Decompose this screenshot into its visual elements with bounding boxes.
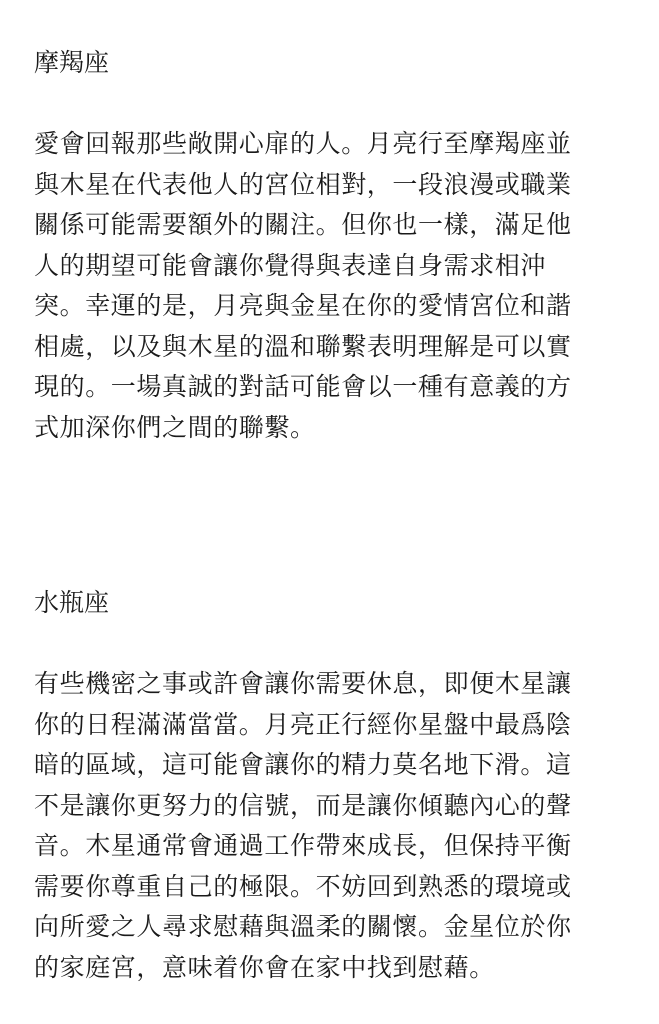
reading-line: 突。幸運的是，月亮與金星在你的愛情宮位和諧 xyxy=(34,291,572,320)
reading-line: 不是讓你更努力的信號，而是讓你傾聽內心的聲 xyxy=(34,790,572,820)
reading-line: 你的日程滿滿當當。月亮正行經你星盤中最爲陰 xyxy=(34,709,572,739)
reading-line: 與木星在代表他人的宮位相對，一段浪漫或職業 xyxy=(34,169,572,199)
sign-title-aquarius: 水瓶座 xyxy=(34,588,110,617)
reading-line: 向所愛之人尋求慰藉與溫柔的關懷。金星位於你 xyxy=(34,912,572,941)
reading-line: 音。木星通常會通過工作帶來成長，但保持平衡 xyxy=(34,831,572,860)
sign-title-capricorn: 摩羯座 xyxy=(34,48,110,77)
reading-line: 現的。一場真誠的對話可能會以一種有意義的方 xyxy=(34,372,572,401)
reading-line: 暗的區域，這可能會讓你的精力莫名地下滑。這 xyxy=(34,750,572,779)
reading-line: 式加深你們之間的聯繫。 xyxy=(34,412,316,442)
reading-capricorn xyxy=(34,124,634,448)
reading-line: 關係可能需要額外的關注。但你也一樣，滿足他 xyxy=(34,210,572,239)
reading-line: 相處，以及與木星的溫和聯繫表明理解是可以實 xyxy=(34,331,572,361)
reading-line: 有些機密之事或許會讓你需要休息，即便木星讓 xyxy=(34,669,572,698)
reading-line: 需要你尊重自己的極限。不妨回到熟悉的環境或 xyxy=(34,871,572,901)
reading-line: 人的期望可能會讓你覺得與表達自身需求相沖 xyxy=(34,250,547,280)
reading-line: 的家庭宮，意味着你會在家中找到慰藉。 xyxy=(34,952,495,982)
reading-aquarius xyxy=(34,664,634,988)
reading-line: 愛會回報那些敞開心扉的人。月亮行至摩羯座並 xyxy=(34,129,572,158)
